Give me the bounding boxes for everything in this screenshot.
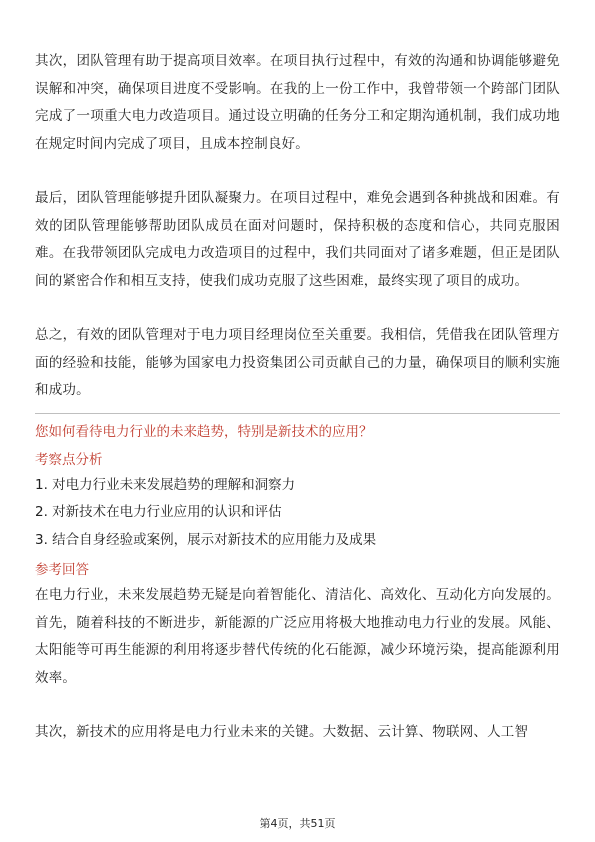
answer-paragraph: 其次，新技术的应用将是电力行业未来的关键。大数据、云计算、物联网、人工智 (35, 724, 529, 740)
paragraph-team-cohesion: 最后，团队管理能够提升团队凝聚力。在项目过程中，难免会遇到各种挑战和困难。有效的团队管理能够帮助团队成员在面对问题时，保持积极的态度和信心，共同克服困难。在我带领团队完成电力改造项目的过程中，我们共同面对了诸多难题，但正是团队间的紧密合作和相互支持，使我们成功克服了这些困难，最终实现了项目的成功。 (35, 190, 560, 289)
paragraph-team-efficiency: 其次，团队管理有助于提高项目效率。在项目执行过程中，有效的沟通和协调能够避免误解和冲突，确保项目进度不受影响。在我的上一份工作中，我曾带领一个跨部门团队完成了一项重大电力改造项目。通过设立明确的任务分工和定期沟通机制，我们成功地在规定时间内完成了项目，且成本控制良好。 (35, 53, 560, 152)
analysis-item: 3. 结合自身经验或案例，展示对新技术的应用能力及成果 (35, 531, 377, 548)
analysis-item: 1. 对电力行业未来发展趋势的理解和洞察力 (35, 476, 296, 493)
answer-heading: 参考回答 (35, 562, 89, 578)
analysis-heading: 考察点分析 (35, 451, 103, 468)
paragraph-gap (35, 692, 560, 719)
paragraph-conclusion: 总之，有效的团队管理对于电力项目经理岗位至关重要。我相信，凭借我在团队管理方面的经验和技能，能够为国家电力投资集团公司贡献自己的力量，确保项目的顺利实施和成功。 (35, 327, 560, 398)
document-page (35, 48, 560, 747)
paragraph-gap (35, 158, 560, 185)
page-number: 第4页，共51页 (259, 817, 336, 830)
paragraph-gap (35, 295, 560, 322)
analysis-item: 2. 对新技术在电力行业应用的认识和评估 (35, 504, 282, 520)
section-divider (35, 413, 560, 414)
answer-paragraph: 在电力行业，未来发展趋势无疑是向着智能化、清洁化、高效化、互动化方向发展的。首先，随着科技的不断进步，新能源的广泛应用将极大地推动电力行业的发展。风能、太阳能等可再生能源的利用将逐步替代传统的化石能源，减少环境污染，提高能源利用效率。 (35, 587, 560, 686)
question-title: 您如何看待电力行业的未来趋势，特别是新技术的应用？ (35, 423, 373, 440)
